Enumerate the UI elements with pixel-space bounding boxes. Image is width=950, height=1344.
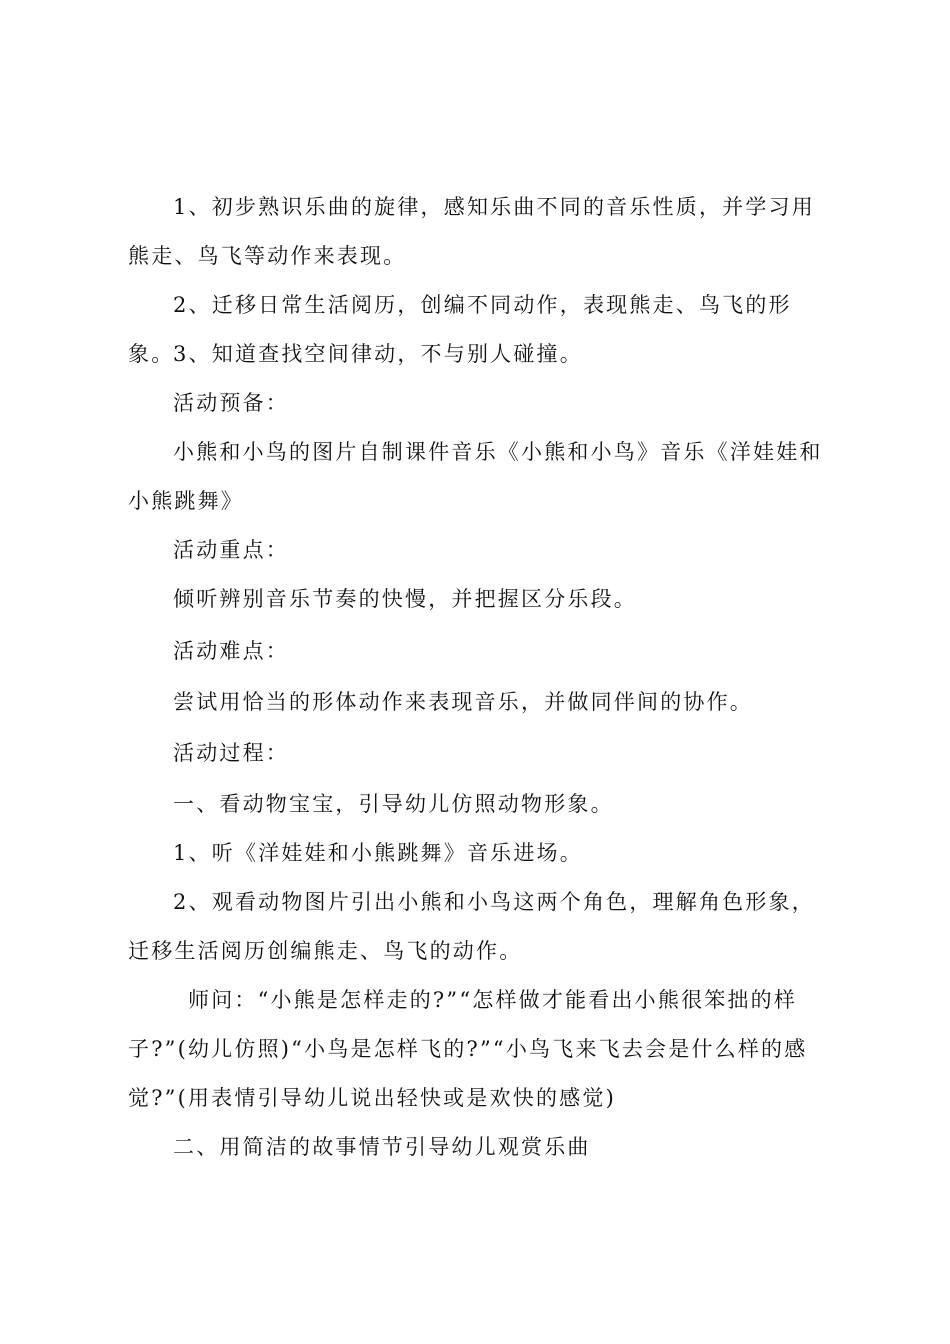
process-step-1: 一、看动物宝宝，引导幼儿仿照动物形象。: [173, 792, 614, 816]
section-heading-process: 活动过程：: [173, 741, 289, 765]
teacher-question: 师问：“小熊是怎样走的?”“怎样做才能看出小熊很笨拙的样子?”(幼儿仿照)“小鸟是怎样飞的?”“小鸟飞来飞去会是什么样的感觉?”(用表情引导幼儿说出轻快或是欢快的感觉): [128, 988, 808, 1110]
process-substep-1: 1、听《洋娃娃和小熊跳舞》音乐进场。: [173, 841, 583, 865]
preparation-text: 小熊和小鸟的图片自制课件音乐《小熊和小鸟》音乐《洋娃娃和小熊跳舞》: [128, 440, 823, 513]
goal-item-2: 2、迁移日常生活阅历，创编不同动作，表现熊走、鸟飞的形象。: [128, 293, 792, 366]
process-substep-2: 2、观看动物图片引出小熊和小鸟这两个角色，理解角色形象，迁移生活阅历创编熊走、鸟飞的动作。: [128, 890, 815, 963]
process-step-2: 二、用简洁的故事情节引导幼儿观赏乐曲: [173, 1135, 591, 1159]
section-heading-key-point: 活动重点：: [173, 538, 289, 562]
goal-item-3: 3、知道查找空间律动，不与别人碰撞。: [173, 342, 583, 366]
section-heading-difficulty: 活动难点：: [173, 639, 289, 663]
key-point-text: 倾听辨别音乐节奏的快慢，并把握区分乐段。: [173, 587, 637, 611]
goal-item-1: 1、初步熟识乐曲的旋律，感知乐曲不同的音乐性质，并学习用熊走、鸟飞等动作来表现。: [128, 195, 815, 268]
difficulty-text: 尝试用恰当的形体动作来表现音乐，并做同伴间的协作。: [173, 690, 753, 714]
section-heading-preparation: 活动预备：: [173, 391, 289, 415]
